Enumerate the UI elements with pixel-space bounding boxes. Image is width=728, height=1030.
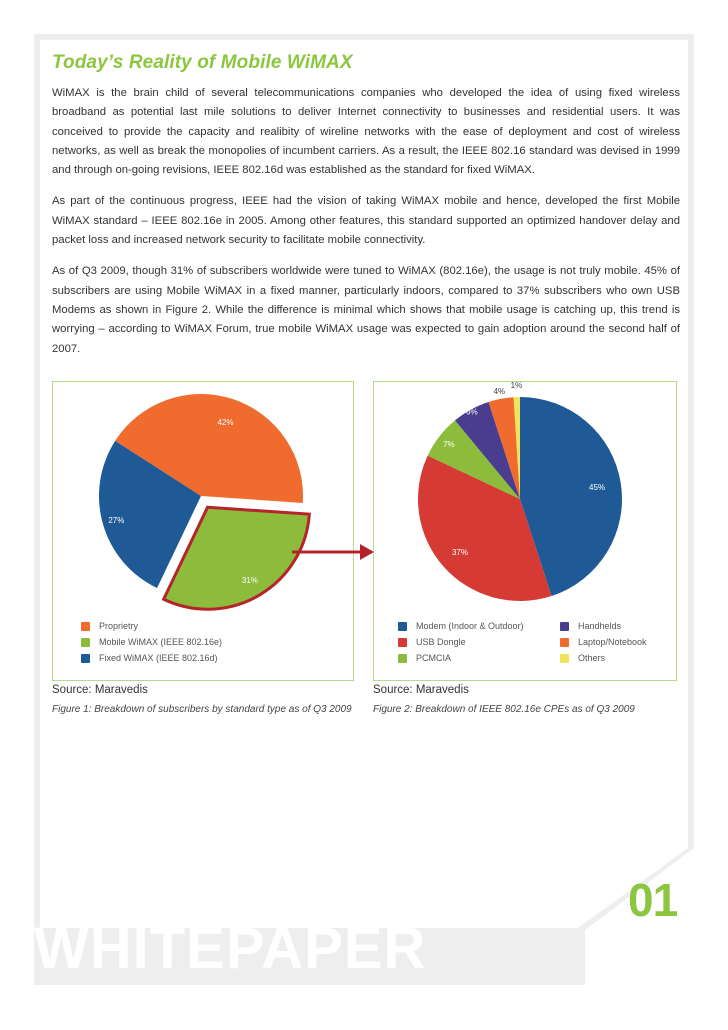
figure-1-legend bbox=[81, 618, 222, 666]
data-label-fixed-wimax-ieee-802-16d: 27% bbox=[108, 516, 125, 526]
data-label-usb-dongle: 37% bbox=[451, 547, 468, 557]
legend-label: Others bbox=[578, 653, 606, 663]
legend-label: PCMCIA bbox=[416, 653, 452, 663]
legend-label: Proprietry bbox=[99, 621, 139, 631]
legend-item-others bbox=[560, 650, 647, 666]
legend-swatch bbox=[560, 638, 569, 647]
legend-swatch bbox=[560, 654, 569, 663]
legend-item-fixed-wimax bbox=[81, 650, 222, 666]
legend-item-modem bbox=[398, 618, 524, 634]
figure-1-box bbox=[52, 381, 354, 681]
figure-2-pie-chart bbox=[374, 382, 676, 612]
legend-label: Fixed WiMAX (IEEE 802.16d) bbox=[99, 653, 218, 663]
page-title: Today’s Reality of Mobile WiMAX bbox=[52, 52, 353, 73]
legend-label: Handhelds bbox=[578, 621, 622, 631]
paragraph-2: As part of the continuous progress, IEEE had the vision of taking WiMAX mobile and hence, developed the first Mobile WiMAX standard – IEEE 802.16e in 2005. Among other features, this standard supported an optimized handover delay and packet loss and increased network security to facilitate mobile connectivity. bbox=[52, 195, 680, 247]
figure-1-source: Source: Maravedis bbox=[52, 684, 148, 696]
legend-swatch bbox=[398, 654, 407, 663]
data-label-mobile-wimax-ieee-802-16e: 31% bbox=[241, 575, 258, 585]
legend-item-laptop bbox=[560, 634, 647, 650]
legend-label: Mobile WiMAX (IEEE 802.16e) bbox=[99, 637, 223, 647]
data-label-laptop-notebook: 4% bbox=[493, 386, 506, 396]
legend-item-pcmcia bbox=[398, 650, 524, 666]
data-label-pcmcia: 7% bbox=[443, 439, 455, 449]
legend-item-proprietry bbox=[81, 618, 222, 634]
legend-swatch bbox=[81, 638, 90, 647]
legend-label: Modem (Indoor & Outdoor) bbox=[416, 621, 524, 631]
paragraph-1: WiMAX is the brain child of several telecommunications companies who developed the idea of using fixed wireless broadband as potential last mile solutions to deliver Internet connectivity to businesses and residential users. It was conceived to provide the capacity and realibity of wireline networks with the ease of deployment and cost of wireless networks, as well as break the monopolies of incumbent carriers. As a result, the IEEE 802.16 standard was devised in 1999 and through on-going revisions, IEEE 802.16d was established as the standard for fixed WiMAX. bbox=[52, 87, 680, 177]
figure-2-source: Source: Maravedis bbox=[373, 684, 469, 696]
figure-2-caption: Figure 2: Breakdown of IEEE 802.16e CPEs as of Q3 2009 bbox=[373, 704, 635, 715]
article bbox=[34, 34, 694, 359]
figure-2-box bbox=[373, 381, 677, 681]
legend-item-mobile-wimax bbox=[81, 634, 222, 650]
figure-2-legend-left bbox=[398, 618, 524, 666]
figure-1-caption-text: Figure 1: Breakdown of subscribers by standard type as of Q3 2009 bbox=[52, 704, 352, 715]
whitepaper-wordmark: WHITEPAPER bbox=[34, 916, 427, 981]
figure-2-legend-right bbox=[560, 618, 647, 666]
legend-swatch bbox=[398, 622, 407, 631]
paragraph-3: As of Q3 2009, though 31% of subscribers worldwide were tuned to WiMAX (802.16e), the usage is not truly mobile. 45% of subscribers are using Mobile WiMAX in a fixed manner, particularly indoors, compared to 37% subscribers who own USB Modems as shown in Figure 2. While the difference is minimal which shows that mobile usage is catching up, this trend is worrying – according to WiMAX Forum, true mobile WiMAX usage was expected to gain adoption around the second half of 2007. bbox=[52, 265, 680, 355]
legend-swatch bbox=[398, 638, 407, 647]
data-label-others: 1% bbox=[510, 382, 523, 391]
legend-item-handhelds bbox=[560, 618, 647, 634]
data-label-handhelds: 6% bbox=[466, 407, 478, 417]
connector-arrow bbox=[292, 540, 376, 564]
legend-swatch bbox=[81, 654, 90, 663]
page-number: 01 bbox=[628, 874, 678, 926]
data-label-modem-indoor-outdoor: 45% bbox=[589, 482, 606, 492]
figure-1-pie-chart bbox=[53, 382, 353, 612]
data-label-proprietry: 42% bbox=[217, 417, 234, 427]
figure-1-caption bbox=[52, 702, 352, 717]
legend-item-usb-dongle bbox=[398, 634, 524, 650]
legend-label: Laptop/Notebook bbox=[578, 637, 647, 647]
legend-swatch bbox=[81, 622, 90, 631]
legend-swatch bbox=[560, 622, 569, 631]
legend-label: USB Dongle bbox=[416, 637, 466, 647]
